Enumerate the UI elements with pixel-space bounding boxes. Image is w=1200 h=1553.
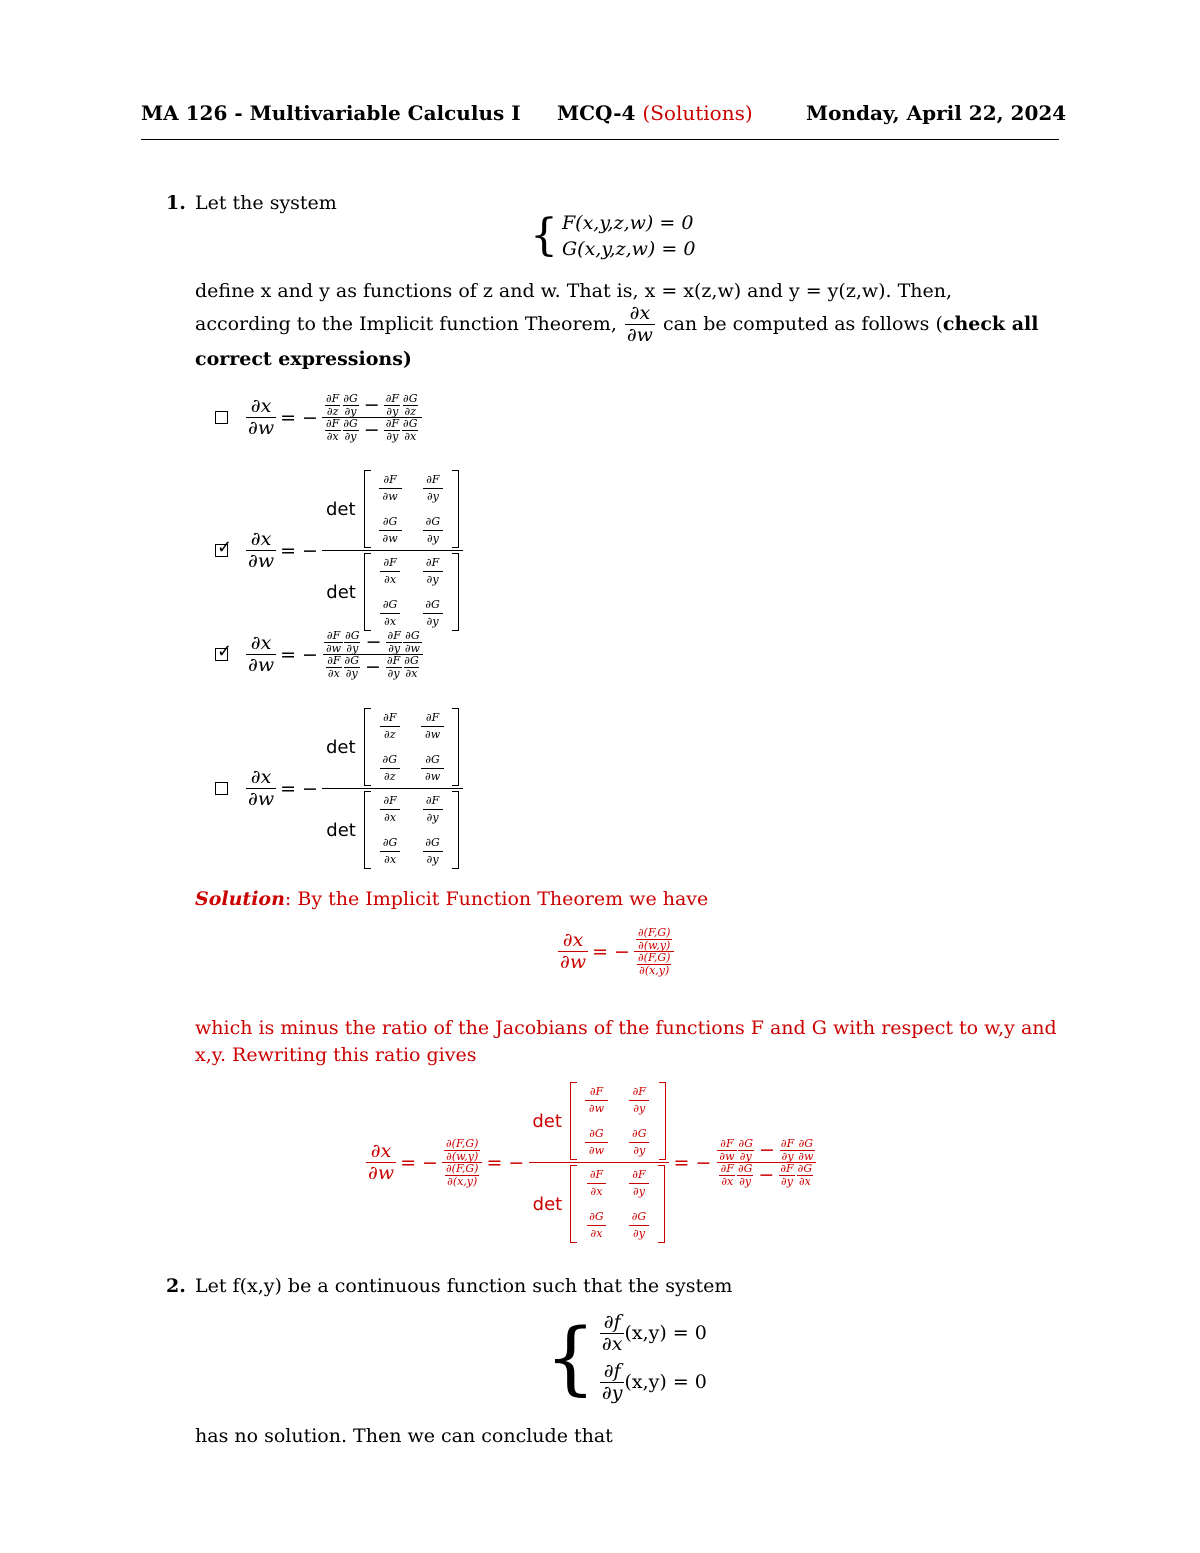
- solution-line-3: x,y. Rewriting this ratio gives: [195, 1044, 477, 1066]
- question-1-line-3: according to the Implicit function Theorem, $\frac{\partial x}{\partial w}$ can be computed as follows ( check all: [195, 302, 1039, 346]
- option-3[interactable]: ✓ $\frac{\partial x}{\partial w}$ = − $\frac{\partial F}{\partial w}$ $\frac{\partial G}{\partial y}$ − $\frac{\partial F}{\partial y}$ $\frac{\partial G}{\partial w}$ $\frac{\partial F}{\partial x}$ $\frac{\partial G}{\partial y}$ − $\frac{\partial F}{\partial y}$ $\frac{\partial G}{\partial x}$: [215, 630, 424, 679]
- solution-line-2: which is minus the ratio of the Jacobians of the functions F and G with respect to w,y and: [195, 1017, 1057, 1039]
- system-1-eq-2: G(x,y,z,w) = 0: [562, 238, 696, 260]
- checkmark-icon: ✓: [217, 537, 233, 559]
- system-2: { $\frac{\partial f}{\partial x}$ (x,y) = 0 $\frac{\partial f}{\partial y}$ (x,y) = 0: [545, 1310, 707, 1404]
- solution-rewritten-equation: $\frac{\partial x}{\partial w}$ = − $\frac{\frac{\partial(F,G)}{\partial(w,y)}}{\frac{\partial(F,G)}{\partial(x,y)}}$ = − det $\frac{\partial F}{\partial w}$ $\frac{\partial F}{\partial y}$ $\frac{\partial G}{\partial w}$ $\frac{\partial G}{\partial y}$ det $\frac{\partial F}{\partial x}$ $\frac{\partial F}{\partial y}$ $\frac{\partial G}{\partial x}$ $\frac{\partial G}{\partial y}$ = − $\frac{\partial F}{\partial w}$ $\frac{\partial G}{\partial y}$ − $\frac{\partial F}{\partial y}$ $\frac{\partial G}{\partial w}$ $\frac{\partial F}{\partial x}$ $\frac{\partial G}{\partial y}$ − $\frac{\partial F}{\partial y}$ $\frac{\partial G}{\partial x}$: [366, 1080, 817, 1245]
- system-1-eq-1: F(x,y,z,w) = 0: [562, 212, 694, 234]
- checkbox-option-2[interactable]: [215, 537, 233, 559]
- system-2-eq-2: (x,y) = 0: [624, 1371, 707, 1394]
- quiz-date: Monday, April 22, 2024: [806, 101, 1067, 125]
- left-brace: {: [545, 1310, 596, 1404]
- option-1[interactable]: $\frac{\partial x}{\partial w}$ = − $\frac{\partial F}{\partial z}$ $\frac{\partial G}{\partial y}$ − $\frac{\partial F}{\partial y}$ $\frac{\partial G}{\partial z}$ $\frac{\partial F}{\partial x}$ $\frac{\partial G}{\partial y}$ − $\frac{\partial F}{\partial y}$ $\frac{\partial G}{\partial x}$: [215, 393, 422, 442]
- question-1-number: 1.: [166, 192, 186, 214]
- question-1-line-2: define x and y as functions of z and w. That is, x = x(z,w) and y = y(z,w). Then,: [195, 280, 953, 302]
- solution-jacobian-ratio: $\frac{\partial x}{\partial w}$ = − $\frac{\frac{\partial(F,G)}{\partial(w,y)}}{\frac{\partial(F,G)}{\partial(x,y)}}$: [558, 927, 674, 976]
- course-title: MA 126 - Multivariable Calculus I: [141, 101, 521, 125]
- checkmark-icon: ✓: [217, 641, 233, 663]
- solution-heading: Solution: By the Implicit Function Theorem we have: [195, 888, 709, 910]
- header-rule: [141, 139, 1059, 140]
- option-3-expression: $\frac{\partial F}{\partial w}$ $\frac{\partial G}{\partial y}$ − $\frac{\partial F}{\partial y}$ $\frac{\partial G}{\partial w}$ $\frac{\partial F}{\partial x}$ $\frac{\partial G}{\partial y}$ − $\frac{\partial F}{\partial y}$ $\frac{\partial G}{\partial x}$: [322, 630, 424, 679]
- option-4-expression: det $\frac{\partial F}{\partial z}$ $\frac{\partial F}{\partial w}$ $\frac{\partial G}{\partial z}$ $\frac{\partial G}{\partial w}$ det $\frac{\partial F}{\partial x}$ $\frac{\partial F}{\partial y}$ $\frac{\partial G}{\partial x}$ $\frac{\partial G}{\partial y}$: [322, 706, 463, 871]
- checkbox-option-1[interactable]: [215, 411, 228, 424]
- checkbox-option-3[interactable]: [215, 641, 233, 663]
- question-2-conclusion: has no solution. Then we can conclude that: [195, 1425, 613, 1447]
- question-1-line-4: correct expressions): [195, 348, 412, 370]
- system-2-eq-1: (x,y) = 0: [624, 1322, 707, 1345]
- question-2-intro: Let f(x,y) be a continuous function such that the system: [195, 1275, 733, 1297]
- dx-dw-fraction: $\frac{\partial x}{\partial w}$: [626, 302, 653, 346]
- system-1: [530, 212, 695, 260]
- option-2[interactable]: ✓ $\frac{\partial x}{\partial w}$ = − det $\frac{\partial F}{\partial w}$ $\frac{\partial F}{\partial y}$ $\frac{\partial G}{\partial w}$ $\frac{\partial G}{\partial y}$ det $\frac{\partial F}{\partial x}$ $\frac{\partial F}{\partial y}$ $\frac{\partial G}{\partial x}$ $\frac{\partial G}{\partial y}$: [215, 468, 463, 633]
- option-4[interactable]: $\frac{\partial x}{\partial w}$ = − det $\frac{\partial F}{\partial z}$ $\frac{\partial F}{\partial w}$ $\frac{\partial G}{\partial z}$ $\frac{\partial G}{\partial w}$ det $\frac{\partial F}{\partial x}$ $\frac{\partial F}{\partial y}$ $\frac{\partial G}{\partial x}$ $\frac{\partial G}{\partial y}$: [215, 706, 463, 871]
- quiz-title: MCQ-4 (Solutions): [557, 101, 753, 125]
- solutions-tag: (Solutions): [642, 101, 753, 125]
- left-brace: {: [530, 210, 558, 261]
- option-1-expression: $\frac{\partial F}{\partial z}$ $\frac{\partial G}{\partial y}$ − $\frac{\partial F}{\partial y}$ $\frac{\partial G}{\partial z}$ $\frac{\partial F}{\partial x}$ $\frac{\partial G}{\partial y}$ − $\frac{\partial F}{\partial y}$ $\frac{\partial G}{\partial x}$: [322, 393, 422, 442]
- checkbox-option-4[interactable]: [215, 782, 228, 795]
- question-1-intro: Let the system: [195, 192, 337, 214]
- option-2-expression: det $\frac{\partial F}{\partial w}$ $\frac{\partial F}{\partial y}$ $\frac{\partial G}{\partial w}$ $\frac{\partial G}{\partial y}$ det $\frac{\partial F}{\partial x}$ $\frac{\partial F}{\partial y}$ $\frac{\partial G}{\partial x}$ $\frac{\partial G}{\partial y}$: [322, 468, 463, 633]
- question-2-number: 2.: [166, 1275, 186, 1297]
